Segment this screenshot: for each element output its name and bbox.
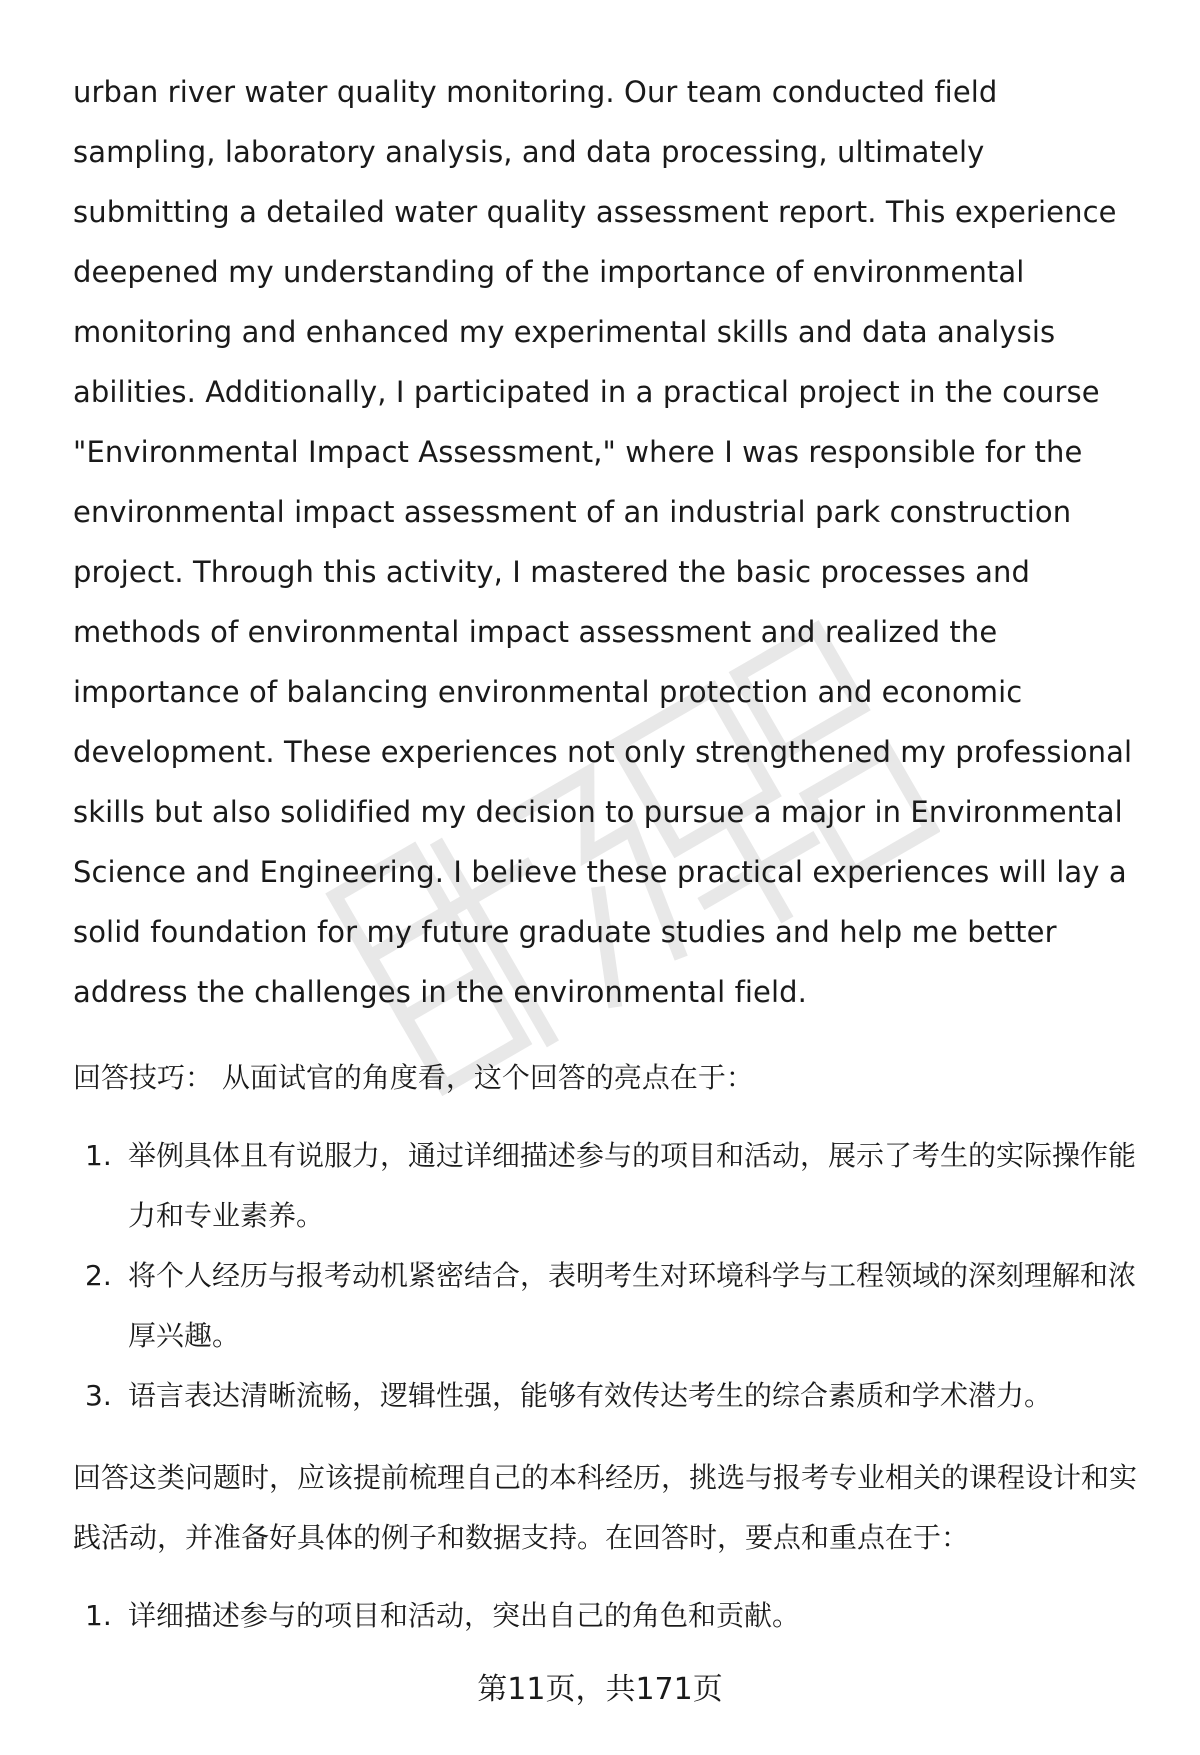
list-item-text: 将个人经历与报考动机紧密结合，表明考生对环境科学与工程领域的深刻理解和浓厚兴趣。 bbox=[128, 1259, 1137, 1352]
list-item-text: 详细描述参与的项目和活动，突出自己的角色和贡献。 bbox=[128, 1599, 801, 1632]
list-item-text: 举例具体且有说服力，通过详细描述参与的项目和活动，展示了考生的实际操作能力和专业素养。 bbox=[128, 1139, 1137, 1232]
advice-paragraph: 回答这类问题时，应该提前梳理自己的本科经历，挑选与报考专业相关的课程设计和实践活动，并准备好具体的例子和数据支持。在回答时，要点和重点在于： bbox=[73, 1461, 1138, 1554]
list-item bbox=[73, 1586, 1143, 1646]
english-answer-paragraph: urban river water quality monitoring. Our team conducted field sampling, laboratory analysis, and data processing, ultimately submitting a detailed water quality assessment report. This experience deepened my understanding of the importance of environmental monitoring and enhanced my experimental skills and data analysis abilities. Additionally, I participated in a practical project in the course "Environmental Impact Assessment," where I was responsible for the environmental impact assessment of an industrial park construction project. Through this activity, I mastered the basic processes and methods of environmental impact assessment and realized the importance of balancing environmental protection and economic development. These experiences not only strengthened my professional skills but also solidified my decision to pursue a major in Environmental Science and Engineering. I believe these practical experiences will lay a solid foundation for my future graduate studies and help me better address the challenges in the environmental field. bbox=[73, 75, 1133, 1009]
list-item bbox=[73, 1246, 1143, 1366]
answer-tips-intro: 回答技巧： 从面试官的角度看，这个回答的亮点在于： bbox=[73, 1061, 754, 1094]
list-item bbox=[73, 1366, 1143, 1426]
main-content bbox=[73, 62, 1143, 1646]
list-item-text: 语言表达清晰流畅，逻辑性强，能够有效传达考生的综合素质和学术潜力。 bbox=[128, 1379, 1053, 1412]
list-item-number: 1. bbox=[85, 1139, 112, 1172]
key-points-list bbox=[73, 1586, 1143, 1646]
page-number-footer: 第11页，共171页 bbox=[477, 1672, 723, 1707]
list-item-number: 2. bbox=[85, 1259, 112, 1292]
list-item-number: 1. bbox=[85, 1599, 112, 1632]
list-item bbox=[73, 1126, 1143, 1246]
list-item-number: 3. bbox=[85, 1379, 112, 1412]
highlights-list bbox=[73, 1126, 1143, 1426]
